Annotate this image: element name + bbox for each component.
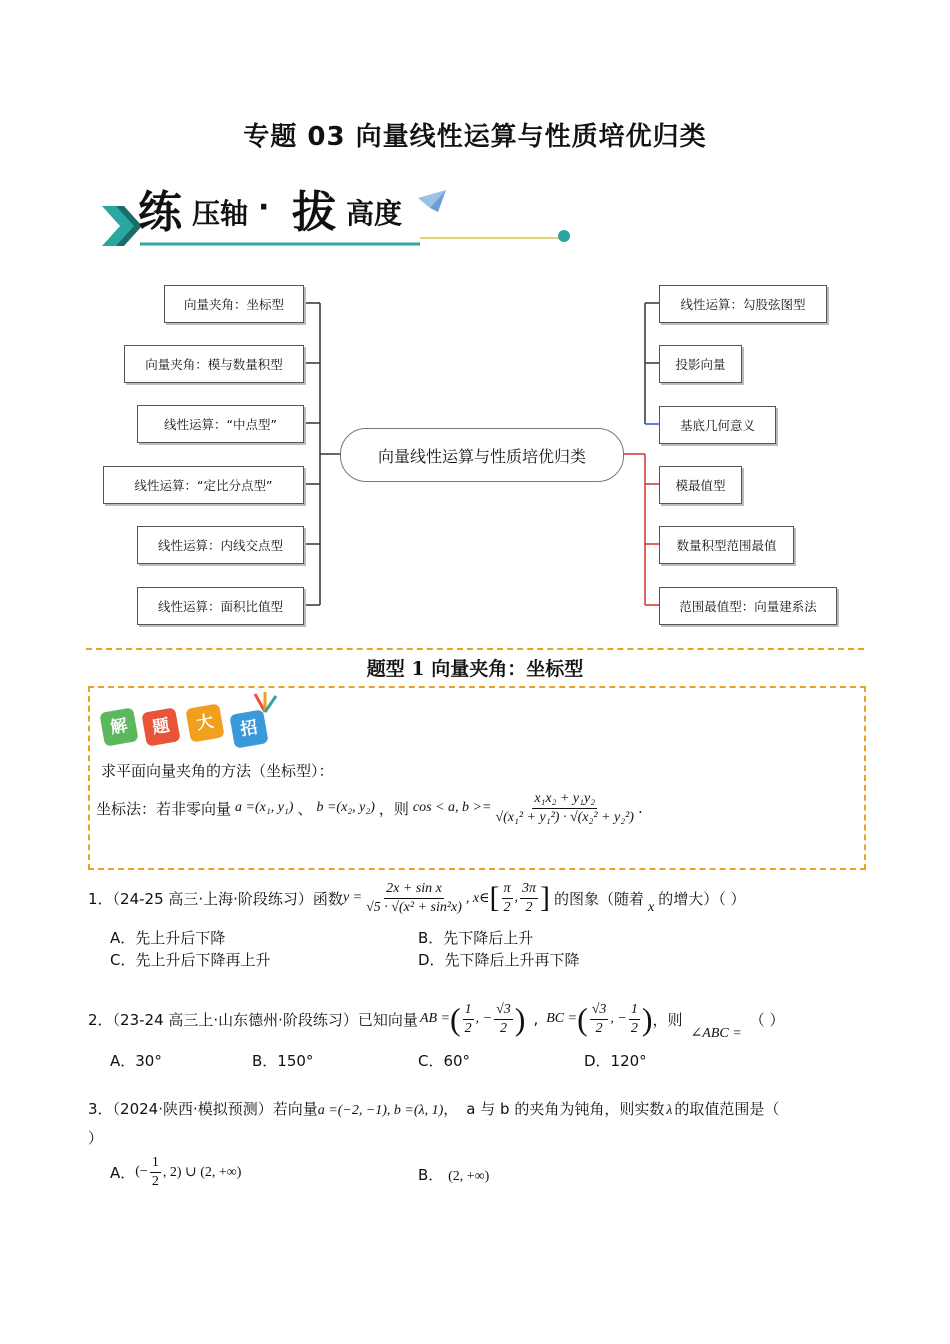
banner-big-char-1: 练	[138, 187, 182, 238]
q1-option-c[interactable]: C．先上升后下降再上升	[110, 951, 271, 969]
q3-option-a-num: 1	[150, 1154, 161, 1173]
mindmap-node-right-5: 数量积型范围最值	[659, 526, 794, 564]
tip-badge-char-1: 解	[99, 707, 138, 746]
banner-small-1: 压轴	[192, 197, 249, 230]
tip-separator: 、	[297, 799, 313, 818]
mindmap-center-node: 向量线性运算与性质培优归类	[340, 428, 624, 482]
tip-then: ，则	[378, 799, 409, 818]
tip-badge-char-2: 题	[141, 707, 180, 746]
q3-option-a-pre: (−	[135, 1164, 148, 1179]
q3-option-a-label: A．	[110, 1163, 136, 1182]
q2-angle: ∠ABC =	[690, 1025, 742, 1041]
tip-prefix: 坐标法：若非零向量	[96, 799, 232, 818]
q2-bc-sep: , −	[610, 1011, 627, 1026]
q1-option-a[interactable]: A．先上升后下降	[110, 929, 226, 947]
tip-cos-denominator: √(x₁² + y₁²) · √(x₂² + y₂²)	[495, 809, 634, 825]
q2-then: ，则	[652, 1010, 683, 1029]
q1-func-numerator: 2x + sin x	[384, 880, 444, 899]
tip-line-1: 求平面向量夹角的方法（坐标型）：	[101, 762, 334, 780]
q3-option-a[interactable]	[110, 1148, 241, 1196]
q2-ab-paren-open: (	[450, 1000, 461, 1037]
mindmap-node-left-6: 线性运算：面积比值型	[137, 587, 304, 625]
q3-lambda: λ	[666, 1103, 673, 1118]
q3-vectors: a =(−2, −1), b =(λ, 1)	[317, 1103, 444, 1118]
q2-bc-x-den: 2	[595, 1020, 603, 1036]
q1-domain-bracket-open: [	[489, 881, 500, 914]
q3-option-b[interactable]	[418, 1164, 489, 1185]
q2-prefix: 2．（23-24 高三上·山东德州·阶段练习）已知向量	[88, 1010, 418, 1029]
q3-option-a-post: , 2) ∪ (2, +∞)	[162, 1164, 242, 1180]
tip-badge-char-3: 大	[185, 703, 224, 742]
q2-bc-y	[629, 1001, 640, 1038]
q1-domain-upper	[520, 880, 538, 917]
q2-option-a[interactable]: A．30°	[110, 1052, 162, 1070]
mindmap-node-right-2: 投影向量	[659, 345, 742, 383]
q1-domain-lower-num: π	[502, 880, 513, 899]
q3-mid2: 的取值范围是（	[674, 1100, 780, 1118]
page-title: 专题 03 向量线性运算与性质培优归类	[243, 122, 707, 152]
banner-small-2: 高度	[346, 197, 403, 230]
mindmap-node-left-4: 线性运算：“定比分点型”	[103, 466, 304, 504]
tip-vector-b: b =(x₂, y₂)	[316, 800, 375, 815]
q1-domain-upper-den: 2	[525, 899, 533, 915]
q1-domain-label: , x∈	[465, 890, 490, 906]
section-divider-line	[86, 648, 864, 650]
tip-badge	[100, 700, 280, 750]
q2-bc-y-num: 1	[629, 1001, 640, 1020]
q2-ab-y-num: √3	[494, 1001, 513, 1020]
mindmap-node-right-3: 基底几何意义	[659, 406, 776, 444]
q3-prefix: 3．（2024·陕西·模拟预测）若向量	[88, 1100, 318, 1118]
q1-prefix: 1．（24-25 高三·上海·阶段练习）函数	[88, 889, 343, 908]
q1-func-fraction	[364, 880, 464, 917]
q1-domain-upper-num: 3π	[520, 880, 538, 899]
q2-ab-paren-close: )	[514, 1000, 526, 1037]
q2-bc-paren-open: (	[577, 1000, 588, 1037]
q3-option-b-label: B．	[418, 1166, 444, 1184]
tip-line-2	[96, 783, 643, 833]
banner-dot: ·	[258, 190, 270, 225]
tip-vector-a: a =(x₁, y₁)	[235, 800, 294, 815]
mindmap-node-left-1: 向量夹角：坐标型	[164, 285, 304, 323]
mindmap-node-right-4: 模最值型	[659, 466, 742, 504]
section-title: 题型 1 向量夹角：坐标型	[366, 658, 584, 680]
q2-vector-bc: BC =	[546, 1011, 578, 1026]
q2-bc-x-num: √3	[590, 1001, 609, 1020]
q2-option-d[interactable]: D．120°	[584, 1052, 647, 1070]
q1-domain-lower	[502, 880, 513, 917]
sparkle-icon	[250, 690, 280, 714]
banner-big-char-2: 拔	[292, 187, 336, 238]
q2-comma: ,	[533, 1010, 539, 1028]
q3-option-a-fraction	[150, 1154, 161, 1191]
tip-cos-numerator: x₁x₂ + y₁y₂	[532, 790, 597, 809]
q2-option-c[interactable]: C．60°	[418, 1052, 471, 1070]
q3-mid1: a 与 b 的夹角为钝角，则实数	[466, 1100, 665, 1118]
mindmap-node-left-2: 向量夹角：模与数量积型	[124, 345, 304, 383]
q2-vector-ab: AB =	[419, 1011, 450, 1026]
mindmap-node-right-6: 范围最值型：向量建系法	[659, 587, 837, 625]
mindmap-node-left-5: 线性运算：内线交点型	[137, 526, 304, 564]
q2-bc-paren-close: )	[641, 1000, 653, 1037]
q2-bc-x	[590, 1001, 609, 1038]
q1-func-denominator: √5 · √(x² + sin²x)	[366, 899, 462, 915]
q1-option-d[interactable]: D．先下降后上升再下降	[418, 951, 580, 969]
mindmap-node-left-3: 线性运算：“中点型”	[137, 405, 304, 443]
question-3-stem	[88, 1098, 779, 1119]
q1-func-lhs: y =	[342, 890, 363, 905]
q2-ab-y-den: 2	[499, 1020, 507, 1036]
q2-bc-y-den: 2	[630, 1020, 638, 1036]
tip-end: .	[637, 799, 643, 817]
q3-close-paren: ）	[88, 1129, 104, 1147]
q3-option-b-math: (2, +∞)	[448, 1169, 490, 1184]
question-2-stem	[88, 992, 784, 1046]
q1-variable: x	[648, 900, 655, 915]
q2-paren: （ ）	[749, 1010, 785, 1029]
q1-domain-comma: ,	[514, 890, 519, 905]
q2-ab-sep: , −	[475, 1011, 493, 1026]
q1-suffix: 的图象（随着	[554, 889, 645, 908]
tip-cos-fraction	[493, 790, 636, 827]
q2-ab-x-den: 2	[464, 1020, 472, 1036]
q2-ab-x	[463, 1001, 474, 1038]
tip-badge-char-4: 招	[229, 709, 268, 748]
tip-cos-lhs: cos < a, b >=	[412, 800, 492, 815]
q2-ab-y	[494, 1001, 513, 1038]
q1-option-b[interactable]: B．先下降后上升	[418, 929, 534, 947]
q3-comma: ，	[443, 1100, 459, 1118]
q2-ab-x-num: 1	[463, 1001, 474, 1020]
mindmap-node-right-1: 线性运算：勾股弦图型	[659, 285, 827, 323]
question-1-stem	[88, 872, 746, 924]
q1-end: 的增大）（ ）	[658, 889, 746, 908]
q2-option-b[interactable]: B．150°	[252, 1052, 314, 1070]
q1-domain-bracket-close: ]	[540, 881, 551, 914]
q1-domain-lower-den: 2	[503, 899, 511, 915]
q3-option-a-den: 2	[151, 1173, 159, 1189]
